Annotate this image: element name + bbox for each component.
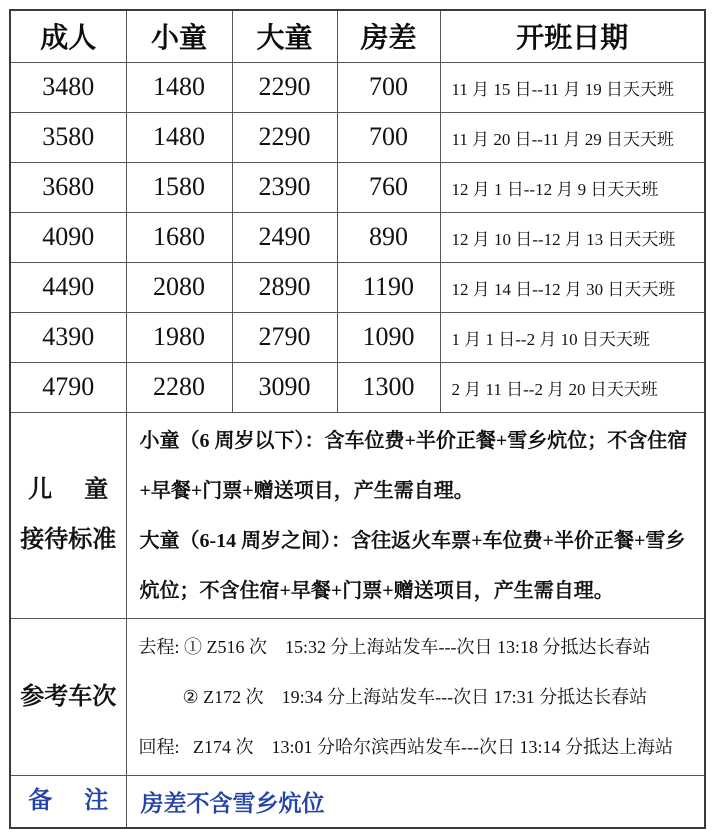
room-difference-price: 700 [337, 62, 440, 112]
room-difference-price: 700 [337, 112, 440, 162]
room-difference-price: 1190 [337, 262, 440, 312]
price-row [10, 262, 705, 312]
departure-date-range: 12 月 14 日--12 月 30 日天天班 [440, 262, 705, 312]
big-child-price: 2890 [232, 262, 337, 312]
adult-price: 3680 [10, 162, 126, 212]
remark-label-text: 备注 [28, 788, 109, 815]
room-difference-price: 1300 [337, 362, 440, 412]
room-difference-price: 760 [337, 162, 440, 212]
children-policy-label [10, 412, 126, 618]
room-difference-price: 890 [337, 212, 440, 262]
price-row [10, 62, 705, 112]
reference-trains-content [126, 618, 705, 775]
remark-label [10, 775, 126, 828]
remark-row [10, 775, 705, 828]
small-child-rule: 小童（6 周岁以下）：含车位费+半价正餐+雪乡炕位；不含住宿+早餐+门票+赠送项目，产生需自理。 [139, 430, 688, 502]
price-row [10, 112, 705, 162]
adult-price: 3580 [10, 112, 126, 162]
adult-price: 4390 [10, 312, 126, 362]
big-child-price: 2790 [232, 312, 337, 362]
children-policy-row [10, 412, 705, 618]
price-row [10, 362, 705, 412]
adult-price: 4490 [10, 262, 126, 312]
adult-price: 4790 [10, 362, 126, 412]
reference-trains-label: 参考车次 [10, 618, 126, 775]
children-policy-content [126, 412, 705, 618]
adult-price: 3480 [10, 62, 126, 112]
children-policy-label-line2: 接待标准 [20, 527, 117, 553]
small-child-price: 1480 [126, 62, 232, 112]
departure-date-range: 12 月 1 日--12 月 9 日天天班 [440, 162, 705, 212]
col-header-departure-dates: 开班日期 [440, 10, 705, 62]
small-child-price: 1580 [126, 162, 232, 212]
small-child-price: 1680 [126, 212, 232, 262]
price-row [10, 162, 705, 212]
departure-date-range: 2 月 11 日--2 月 20 日天天班 [440, 362, 705, 412]
room-difference-price: 1090 [337, 312, 440, 362]
small-child-price: 2080 [126, 262, 232, 312]
price-row [10, 212, 705, 262]
big-child-price: 2290 [232, 112, 337, 162]
small-child-price: 1480 [126, 112, 232, 162]
big-child-price: 2490 [232, 212, 337, 262]
remark-text: 房差不含雪乡炕位 [126, 775, 705, 828]
reference-trains-row [10, 618, 705, 775]
price-row [10, 312, 705, 362]
outbound-train-2: ② Z172 次 19:34 分上海站发车---次日 17:31 分抵达长春站 [182, 686, 648, 707]
col-header-adult: 成人 [10, 10, 126, 62]
small-child-price: 1980 [126, 312, 232, 362]
departure-date-range: 11 月 15 日--11 月 19 日天天班 [440, 62, 705, 112]
col-header-room-difference: 房差 [337, 10, 440, 62]
big-child-price: 3090 [232, 362, 337, 412]
outbound-train-1: 去程: ① Z516 次 15:32 分上海站发车---次日 13:18 分抵达长春站 [138, 636, 651, 657]
big-child-price: 2290 [232, 62, 337, 112]
adult-price: 4090 [10, 212, 126, 262]
small-child-price: 2280 [126, 362, 232, 412]
col-header-big-child: 大童 [232, 10, 337, 62]
children-policy-label-line1: 儿童 [28, 477, 109, 503]
col-header-small-child: 小童 [126, 10, 232, 62]
tour-price-sheet [9, 9, 706, 829]
big-child-price: 2390 [232, 162, 337, 212]
price-table [9, 9, 706, 829]
header-row [10, 10, 705, 62]
big-child-rule: 大童（6-14 周岁之间）：含往返火车票+车位费+半价正餐+雪乡炕位；不含住宿+早餐+门票+赠送项目，产生需自理。 [139, 530, 686, 602]
departure-date-range: 1 月 1 日--2 月 10 日天天班 [440, 312, 705, 362]
departure-date-range: 11 月 20 日--11 月 29 日天天班 [440, 112, 705, 162]
departure-date-range: 12 月 10 日--12 月 13 日天天班 [440, 212, 705, 262]
return-train: 回程: Z174 次 13:01 分哈尔滨西站发车---次日 13:14 分抵达上海站 [138, 736, 673, 757]
